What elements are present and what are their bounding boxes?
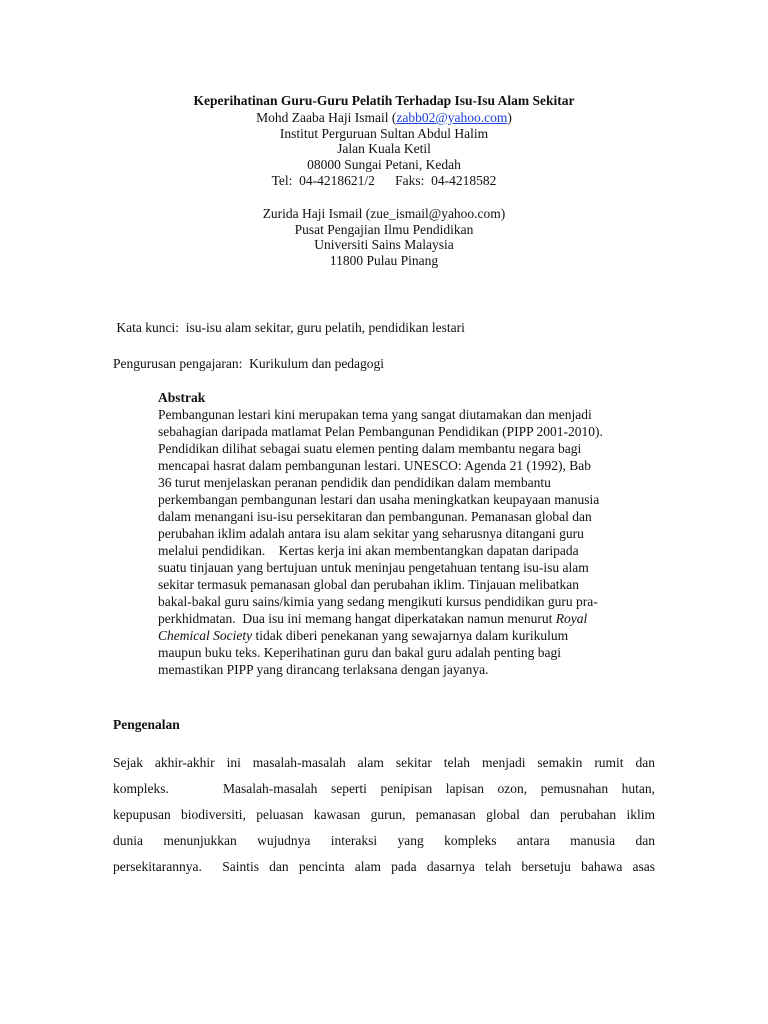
intro-line: Sejak akhir-akhir ini masalah-masalah alam sekitar telah menjadi semakin rumit dan (113, 755, 655, 770)
abstract-line: melalui pendidikan. Kertas kerja ini akan membentangkan dapatan daripada (158, 543, 579, 558)
author2-address-2: Universiti Sains Malaysia (314, 237, 454, 252)
abstract-italic-royal: Royal (555, 611, 588, 626)
author1-address-2: Jalan Kuala Ketil (337, 141, 431, 156)
author1-tel: Tel: 04-4218621/2 Faks: 04-4218582 (271, 173, 497, 188)
author1-name-suffix: ) (507, 110, 512, 125)
abstract-line: perubahan iklim adalah antara isu alam sekitar yang seharusnya ditangani guru (158, 526, 584, 541)
author1-name: Mohd Zaaba Haji Ismail ( (256, 110, 397, 125)
management-line: Pengurusan pengajaran: Kurikulum dan pedagogi (113, 356, 385, 371)
abstract-line: Pendidikan dilihat sebagai suatu elemen penting dalam membantu negara bagi (158, 441, 582, 456)
abstract-line: Pembangunan lestari kini merupakan tema yang sangat diutamakan dan menjadi (158, 407, 592, 422)
author2-address-1: Pusat Pengajian Ilmu Pendidikan (294, 222, 474, 237)
author2-address-3: 11800 Pulau Pinang (329, 253, 439, 268)
abstract-line: memastikan PIPP yang dirancang terlaksana dengan jayanya. (158, 662, 489, 677)
intro-line: dunia menunjukkan wujudnya interaksi yang kompleks antara manusia dan (113, 833, 655, 848)
intro-line: persekitarannya. Saintis dan pencinta alam pada dasarnya telah bersetuju bahawa asas (113, 859, 655, 874)
abstract-line-text: tidak diberi penekanan yang sewajarnya dalam kurikulum (252, 628, 569, 643)
paper-title: Keperihatinan Guru-Guru Pelatih Terhadap Isu-Isu Alam Sekitar (193, 93, 575, 108)
abstract-line-text: perkhidmatan. Dua isu ini memang hangat diperkatakan namun menurut (158, 611, 556, 626)
keywords: Kata kunci: isu-isu alam sekitar, guru pelatih, pendidikan lestari (113, 320, 465, 335)
author1-address-3: 08000 Sungai Petani, Kedah (307, 157, 461, 172)
author2-line: Zurida Haji Ismail (zue_ismail@yahoo.com) (262, 206, 506, 221)
abstract-line: mencapai hasrat dalam pembangunan lestari. UNESCO: Agenda 21 (1992), Bab (158, 458, 592, 473)
abstract-line: sebahagian daripada matlamat Pelan Pembangunan Pendidikan (PIPP 2001-2010). (158, 424, 603, 439)
abstract-line (158, 610, 587, 627)
intro-line: kompleks. Masalah-masalah seperti penipisan lapisan ozon, pemusnahan hutan, (113, 781, 655, 796)
abstract-line: maupun buku teks. Keperihatinan guru dan bakal guru adalah penting bagi (158, 645, 562, 660)
intro-line: kepupusan biodiversiti, peluasan kawasan gurun, pemanasan global dan perubahan iklim (113, 807, 655, 822)
author1-line (0, 110, 768, 126)
author1-address-1: Institut Perguruan Sultan Abdul Halim (279, 126, 489, 141)
abstract-line: sekitar termasuk pemanasan global dan perubahan iklim. Tinjauan melibatkan (158, 577, 580, 592)
abstract-italic-chemical-society: Chemical Society (158, 628, 253, 643)
intro-heading: Pengenalan (113, 717, 180, 732)
abstract-line: bakal-bakal guru sains/kimia yang sedang mengikuti kursus pendidikan guru pra- (158, 594, 598, 609)
abstract-line: dalam menangani isu-isu persekitaran dan pembangunan. Pemanasan global dan (158, 509, 592, 524)
abstract-line: perkembangan pembangunan lestari dan usaha meningkatkan keupayaan manusia (158, 492, 600, 507)
abstract-line: 36 turut menjelaskan peranan pendidik dan pendidikan dalam membantu (158, 475, 551, 490)
abstract-line (158, 627, 568, 644)
abstract-heading: Abstrak (158, 390, 206, 405)
abstract-line: suatu tinjauan yang bertujuan untuk meninjau pengetahuan tentang isu-isu alam (158, 560, 589, 575)
author1-email-link[interactable]: zabb02@yahoo.com (396, 110, 508, 125)
